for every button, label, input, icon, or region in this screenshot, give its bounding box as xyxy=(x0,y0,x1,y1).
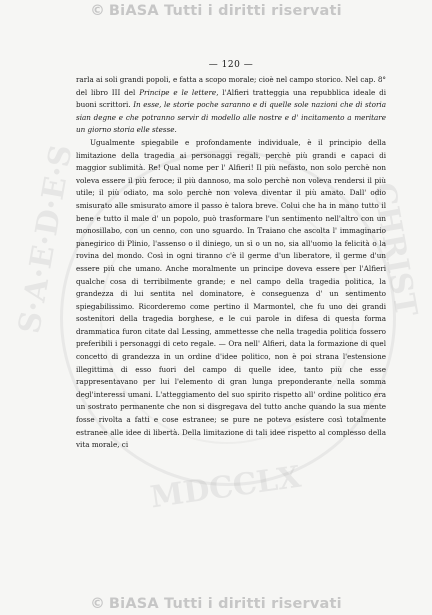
copyright-icon: © xyxy=(90,3,105,19)
seal-text-right: CHRIST xyxy=(365,180,424,320)
page-text xyxy=(76,74,386,452)
watermark-text: BiASA Tutti i diritti riservati xyxy=(108,3,342,19)
seal-text-left: S·A·E·D·E·S xyxy=(12,142,80,337)
seal-text-bottom: MDCCLX xyxy=(148,459,304,516)
paragraph-2: Ugualmente spiegabile e profondamente individuale, è il principio della limitazione della tragedia ai personaggi regali, perchè più grandi e capaci di maggior sublimità. Re! Qual nome per l' Alfieri! Il più nefasto, non solo perchè non voleva essere il più feroce; il più dannoso, ma solo perchè non voleva rendersi il più utile; il più odiato, ma solo perchè non voleva diventar il più amato. Dall' odio smisurato alle smisurato amore il passo è talora breve. Colui che ha in mano tutto il bene e tutto il male d' un popolo, può trasformare l'un sentimento nell'altro con un monosillabo, con un cenno, con uno sguardo. In Traiano che ascolta l' immaginario panegirico di Plinio, l'assenso o il diniego, un sì o un no, sia all'uomo la felicità o la rovina del mondo. Così in ogni tiranno c'è il germe d'un liberatore, il germe d'un essere più che umano. Anche moralmente un principe doveva essere per l'Alfieri qualche cosa di terribilmente grande; e nel campo della tragedia politica, la grandezza di lui sentita nel dominatore, è conseguenza d' un sentimento spiegabilissimo. Ricorderemo come pertino il Marmontel, che fu uno dei grandi sostenitori della tragedia borghese, e le cui parole in difesa di questa forma drammatica furon citate dal Lessing, ammettesse che nella tragedia politica fossero preferibili i personaggi di ceto regale. — Ora nell' Alfieri, data la formazione di quel concetto di grandezza in un ordine d'idee politico, non è poi strana l'estensione illegittima di esso fuori del campo di quelle idee, tanto più che esse rappresentavano per lui l'elemento di gran lunga preponderante nella somma degl'interessi umani. L'atteggiamento del suo spirito rispetto all' ordine politico era un sostrato permanente che non si disgregava del tutto anche quando la sua mente fosse rivolta a fatti e cose estranee; se pure ne poteva esistere così totalmente estranee alle idee di libertà. Della limitazione di tali idee rispetto al complesso della vita morale, ci xyxy=(76,137,386,450)
copyright-icon: © xyxy=(90,596,105,612)
paragraph-1 xyxy=(76,74,386,137)
page-number: — 120 — xyxy=(208,60,254,70)
watermark-text: BiASA Tutti i diritti riservati xyxy=(108,596,342,612)
paragraph-1-mid: , l'Alfieri tratteggia una repubblica ideale di buoni scrittori. xyxy=(76,87,386,110)
book-title: Principe e le lettere xyxy=(139,87,217,97)
watermark-top xyxy=(0,0,432,22)
book-page xyxy=(76,60,386,452)
quoted-passage: In esse, le storie poche saranno e di quelle sole nazioni che di storia sian degne e che potranno servir di modello alle nostre e d' incitamento a meritare un giorno storia elle stesse. xyxy=(76,100,386,135)
watermark-bottom xyxy=(0,593,432,615)
paragraph-1-intro: rarla ai soli grandi popoli, e fatta a scopo morale; cioè nel campo storico. Nel cap. 8° del libro III del xyxy=(76,75,386,97)
